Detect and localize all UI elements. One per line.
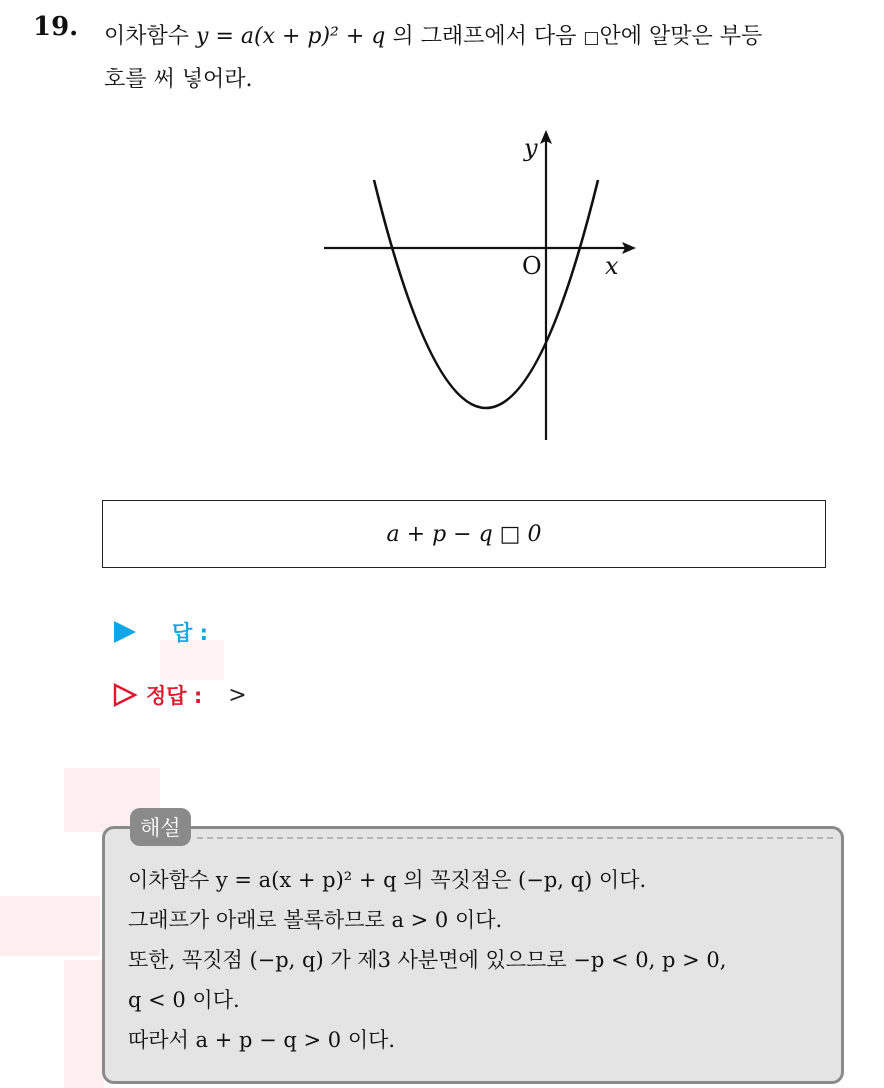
solution-line-3: 또한, 꼭짓점 (−p, q) 가 제3 사분면에 있으므로 −p < 0, p > 0, <box>128 948 727 972</box>
question-number: 19. <box>33 12 79 42</box>
filled-play-triangle-icon <box>112 619 138 645</box>
watermark-block-3 <box>64 960 104 1088</box>
parabola-graph <box>300 120 660 450</box>
answer-blank-label: 답 : <box>172 621 208 645</box>
solution-line-5: 따라서 a + p − q > 0 이다. <box>128 1028 396 1052</box>
question-text-line2: 호를 써 넣어라. <box>104 67 253 92</box>
answer-value: > <box>228 682 247 708</box>
watermark-block-2 <box>0 896 100 956</box>
x-axis-label: x <box>605 252 619 280</box>
solution-line-4: q < 0 이다. <box>128 988 240 1012</box>
origin-label: O <box>522 252 542 280</box>
question-text-suffix-2: 안에 알맞은 부등 <box>599 24 763 49</box>
question-text-prefix: 이차함수 <box>104 24 197 49</box>
expression-text: a + p − q □ 0 <box>386 521 542 547</box>
expression-box <box>102 500 826 568</box>
solution-tag: 해설 <box>130 808 191 846</box>
answer-blank-row <box>112 617 208 647</box>
solution-line-1: 이차함수 y = a(x + p)² + q 의 꼭짓점은 (−p, q) 이다. <box>128 868 647 892</box>
answer-label: 정답 : <box>146 684 203 708</box>
box-symbol: □ <box>583 28 600 48</box>
answer-row <box>112 680 247 710</box>
parabola-curve <box>374 180 598 408</box>
solution-divider <box>197 837 833 839</box>
solution-line-2: 그래프가 아래로 볼록하므로 a > 0 이다. <box>128 908 503 932</box>
outline-play-triangle-icon <box>112 682 138 708</box>
question-function: y = a(x + p)² + q <box>196 24 386 49</box>
y-axis-label: y <box>524 134 538 162</box>
question-text <box>104 16 874 101</box>
solution-text <box>128 860 828 1060</box>
question-text-suffix-1: 의 그래프에서 다음 <box>385 24 584 49</box>
